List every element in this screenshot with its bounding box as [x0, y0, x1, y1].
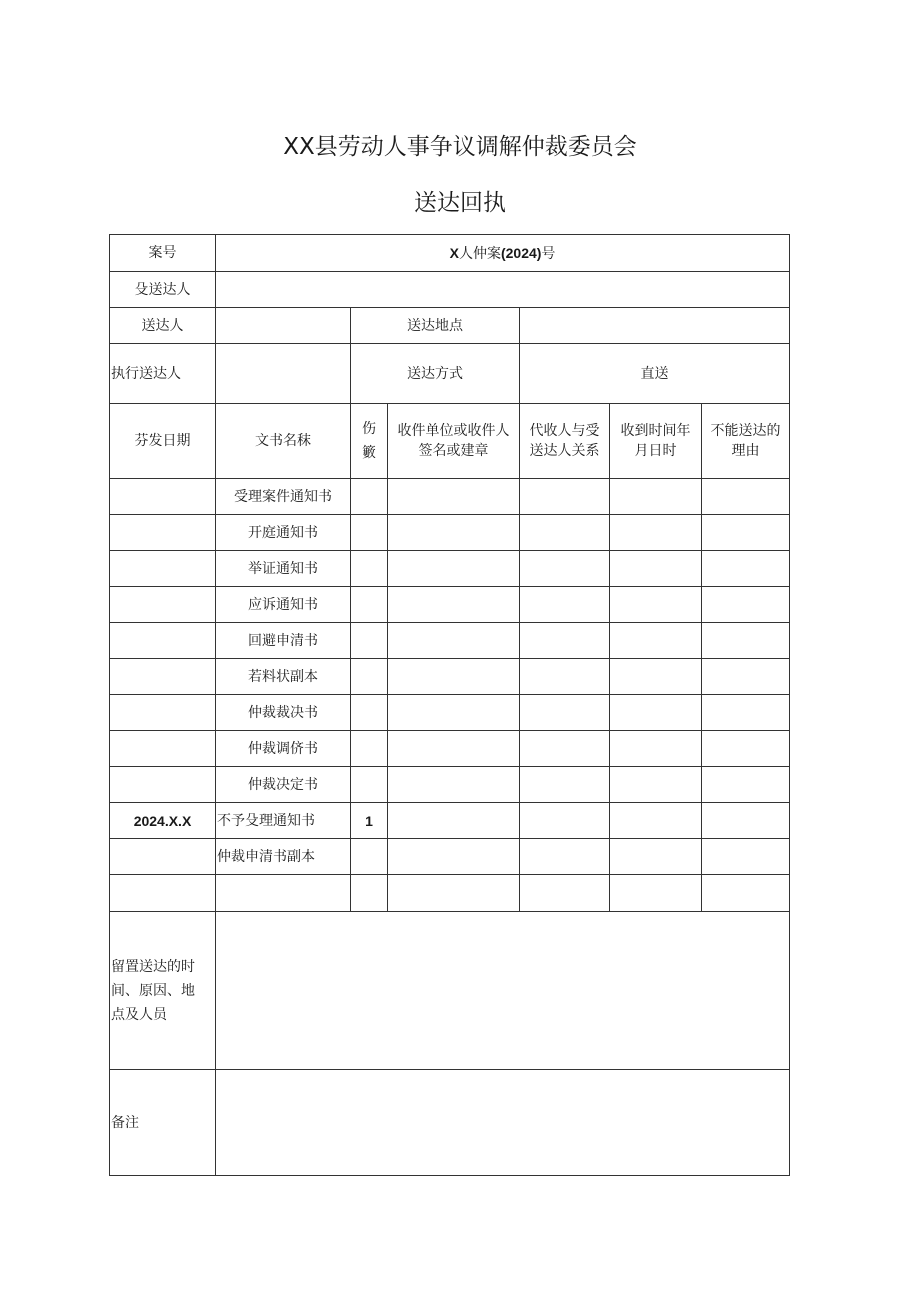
row-date-cell[interactable]	[110, 623, 216, 659]
row-received-cell[interactable]	[610, 731, 702, 767]
table-row	[110, 515, 790, 551]
row-date-cell[interactable]	[110, 695, 216, 731]
table-row	[110, 587, 790, 623]
row-reason-cell[interactable]	[702, 803, 790, 839]
recipient-label: 殳送达人	[110, 272, 216, 308]
row-received-cell[interactable]	[610, 659, 702, 695]
row-date-cell[interactable]	[110, 659, 216, 695]
row-copies-cell[interactable]	[351, 551, 388, 587]
row-signature-cell[interactable]	[388, 731, 520, 767]
header-issue-date: 芬发日期	[110, 404, 216, 479]
row-reason-cell[interactable]	[702, 767, 790, 803]
row-doc-name: 仲裁申清书副本	[216, 839, 351, 875]
row-signature-cell[interactable]	[388, 587, 520, 623]
header-signature-line2: 签名或建章	[418, 443, 489, 459]
row-received-cell[interactable]	[610, 803, 702, 839]
table-row	[110, 875, 790, 912]
method-label: 送达方式	[351, 344, 520, 404]
row-relation-cell[interactable]	[520, 731, 610, 767]
row-relation-cell[interactable]	[520, 515, 610, 551]
row-signature-cell[interactable]	[388, 695, 520, 731]
header-signature-line1: 收件单位或收件人	[397, 423, 510, 439]
remarks-label: 备注	[110, 1070, 216, 1176]
row-doc-name: 开庭通知书	[216, 515, 351, 551]
header-copies-line2: 籔	[362, 445, 376, 461]
row-date-cell[interactable]	[110, 551, 216, 587]
case-number-year: (2024)	[500, 244, 542, 261]
row-copies-cell[interactable]: 1	[351, 803, 388, 839]
case-number-suffix: 号	[541, 245, 556, 262]
header-doc-name: 文书名秣	[216, 404, 351, 479]
row-date-cell[interactable]: 2024.X.X	[110, 803, 216, 839]
header-received-line2: 月日时	[634, 443, 677, 459]
table-row	[110, 767, 790, 803]
row-signature-cell[interactable]	[388, 479, 520, 515]
row-date-cell[interactable]	[110, 839, 216, 875]
row-copies-cell[interactable]	[351, 659, 388, 695]
receipt-form-table	[109, 234, 790, 1176]
row-copies-cell[interactable]	[351, 875, 388, 912]
table-row	[110, 731, 790, 767]
header-copies-line1: 伤	[362, 421, 376, 437]
remarks-row	[110, 1070, 790, 1176]
row-reason-cell[interactable]	[702, 479, 790, 515]
location-label: 送达地点	[351, 308, 520, 344]
row-doc-name: 仲裁决定书	[216, 767, 351, 803]
recipient-row	[110, 272, 790, 308]
header-signature	[388, 404, 520, 479]
recipient-field[interactable]	[216, 272, 790, 308]
table-row	[110, 839, 790, 875]
row-signature-cell[interactable]	[388, 623, 520, 659]
table-row	[110, 695, 790, 731]
row-received-cell[interactable]	[610, 767, 702, 803]
retention-label-line3: 点及人员	[111, 1006, 167, 1023]
row-date-cell[interactable]	[110, 731, 216, 767]
row-reason-cell[interactable]	[702, 695, 790, 731]
retention-field[interactable]	[216, 912, 790, 1070]
row-copies-cell[interactable]	[351, 695, 388, 731]
row-date-cell[interactable]	[110, 587, 216, 623]
row-relation-cell[interactable]	[520, 803, 610, 839]
executor-row	[110, 344, 790, 404]
row-doc-name: 应诉通知书	[216, 587, 351, 623]
row-received-cell[interactable]	[610, 839, 702, 875]
row-doc-name: 举证通知书	[216, 551, 351, 587]
table-row	[110, 803, 790, 839]
table-row	[110, 479, 790, 515]
row-signature-cell[interactable]	[388, 767, 520, 803]
row-date-cell[interactable]	[110, 767, 216, 803]
row-date-cell[interactable]	[110, 875, 216, 912]
table-row	[110, 551, 790, 587]
header-relation	[520, 404, 610, 479]
row-reason-cell[interactable]	[702, 659, 790, 695]
retention-label	[110, 912, 216, 1070]
row-copies-cell[interactable]	[351, 767, 388, 803]
row-copies-cell[interactable]	[351, 479, 388, 515]
executor-label: 执行送达人	[110, 344, 216, 404]
row-received-cell[interactable]	[610, 875, 702, 912]
row-copies-cell[interactable]	[351, 623, 388, 659]
row-relation-cell[interactable]	[520, 587, 610, 623]
row-reason-cell[interactable]	[702, 731, 790, 767]
row-reason-cell[interactable]	[702, 551, 790, 587]
page-title: XX县劳动人事争议调解仲裁委员会	[283, 134, 637, 160]
row-relation-cell[interactable]	[520, 479, 610, 515]
header-relation-line2: 送达人关系	[529, 443, 600, 459]
row-signature-cell[interactable]	[388, 515, 520, 551]
row-relation-cell[interactable]	[520, 875, 610, 912]
row-reason-cell[interactable]	[702, 875, 790, 912]
location-field[interactable]	[520, 308, 790, 344]
header-reason-line2: 理由	[731, 443, 760, 459]
sender-row	[110, 308, 790, 344]
row-signature-cell[interactable]	[388, 839, 520, 875]
row-relation-cell[interactable]	[520, 623, 610, 659]
row-relation-cell[interactable]	[520, 659, 610, 695]
case-number-prefix: X	[449, 244, 459, 261]
table-row	[110, 623, 790, 659]
header-received-line1: 收到时间年	[620, 423, 691, 439]
row-received-cell[interactable]	[610, 695, 702, 731]
row-doc-name: 仲裁裁决书	[216, 695, 351, 731]
table-row	[110, 659, 790, 695]
sender-label: 送达人	[110, 308, 216, 344]
row-relation-cell[interactable]	[520, 767, 610, 803]
retention-row	[110, 912, 790, 1070]
header-received	[610, 404, 702, 479]
row-signature-cell[interactable]	[388, 551, 520, 587]
retention-label-line1: 留置送达的时	[111, 958, 195, 975]
row-reason-cell[interactable]	[702, 839, 790, 875]
retention-label-line2: 间、原因、地	[111, 982, 195, 999]
table-header-row	[110, 404, 790, 479]
row-copies-cell[interactable]	[351, 839, 388, 875]
row-doc-name[interactable]	[216, 875, 351, 912]
row-date-cell[interactable]	[110, 479, 216, 515]
row-doc-name: 不予殳理通知书	[216, 803, 351, 839]
row-received-cell[interactable]	[610, 551, 702, 587]
case-number-label: 案号	[110, 235, 216, 272]
case-number-middle: 人仲案	[458, 245, 501, 262]
header-reason-line1: 不能送达的	[710, 423, 781, 439]
row-reason-cell[interactable]	[702, 515, 790, 551]
header-relation-line1: 代收人与受	[529, 423, 600, 439]
row-doc-name: 若料状副本	[216, 659, 351, 695]
row-reason-cell[interactable]	[702, 623, 790, 659]
row-reason-cell[interactable]	[702, 587, 790, 623]
executor-field[interactable]	[216, 344, 351, 404]
row-received-cell[interactable]	[610, 515, 702, 551]
row-copies-cell[interactable]	[351, 515, 388, 551]
row-doc-name: 仲裁调侪书	[216, 731, 351, 767]
page-subtitle: 送达回执	[414, 190, 506, 216]
row-doc-name: 回避申清书	[216, 623, 351, 659]
row-signature-cell[interactable]	[388, 875, 520, 912]
row-relation-cell[interactable]	[520, 839, 610, 875]
case-number-row	[110, 235, 790, 272]
row-received-cell[interactable]	[610, 623, 702, 659]
row-signature-cell[interactable]	[388, 803, 520, 839]
row-relation-cell[interactable]	[520, 695, 610, 731]
row-signature-cell[interactable]	[388, 659, 520, 695]
row-received-cell[interactable]	[610, 587, 702, 623]
row-copies-cell[interactable]	[351, 587, 388, 623]
row-date-cell[interactable]	[110, 515, 216, 551]
remarks-field[interactable]	[216, 1070, 790, 1176]
sender-field[interactable]	[216, 308, 351, 344]
row-doc-name: 受理案件通知书	[216, 479, 351, 515]
header-copies	[351, 404, 388, 479]
case-number-value[interactable]	[216, 235, 790, 272]
method-value[interactable]: 直送	[520, 344, 790, 404]
header-reason	[702, 404, 790, 479]
row-received-cell[interactable]	[610, 479, 702, 515]
row-relation-cell[interactable]	[520, 551, 610, 587]
row-copies-cell[interactable]	[351, 731, 388, 767]
